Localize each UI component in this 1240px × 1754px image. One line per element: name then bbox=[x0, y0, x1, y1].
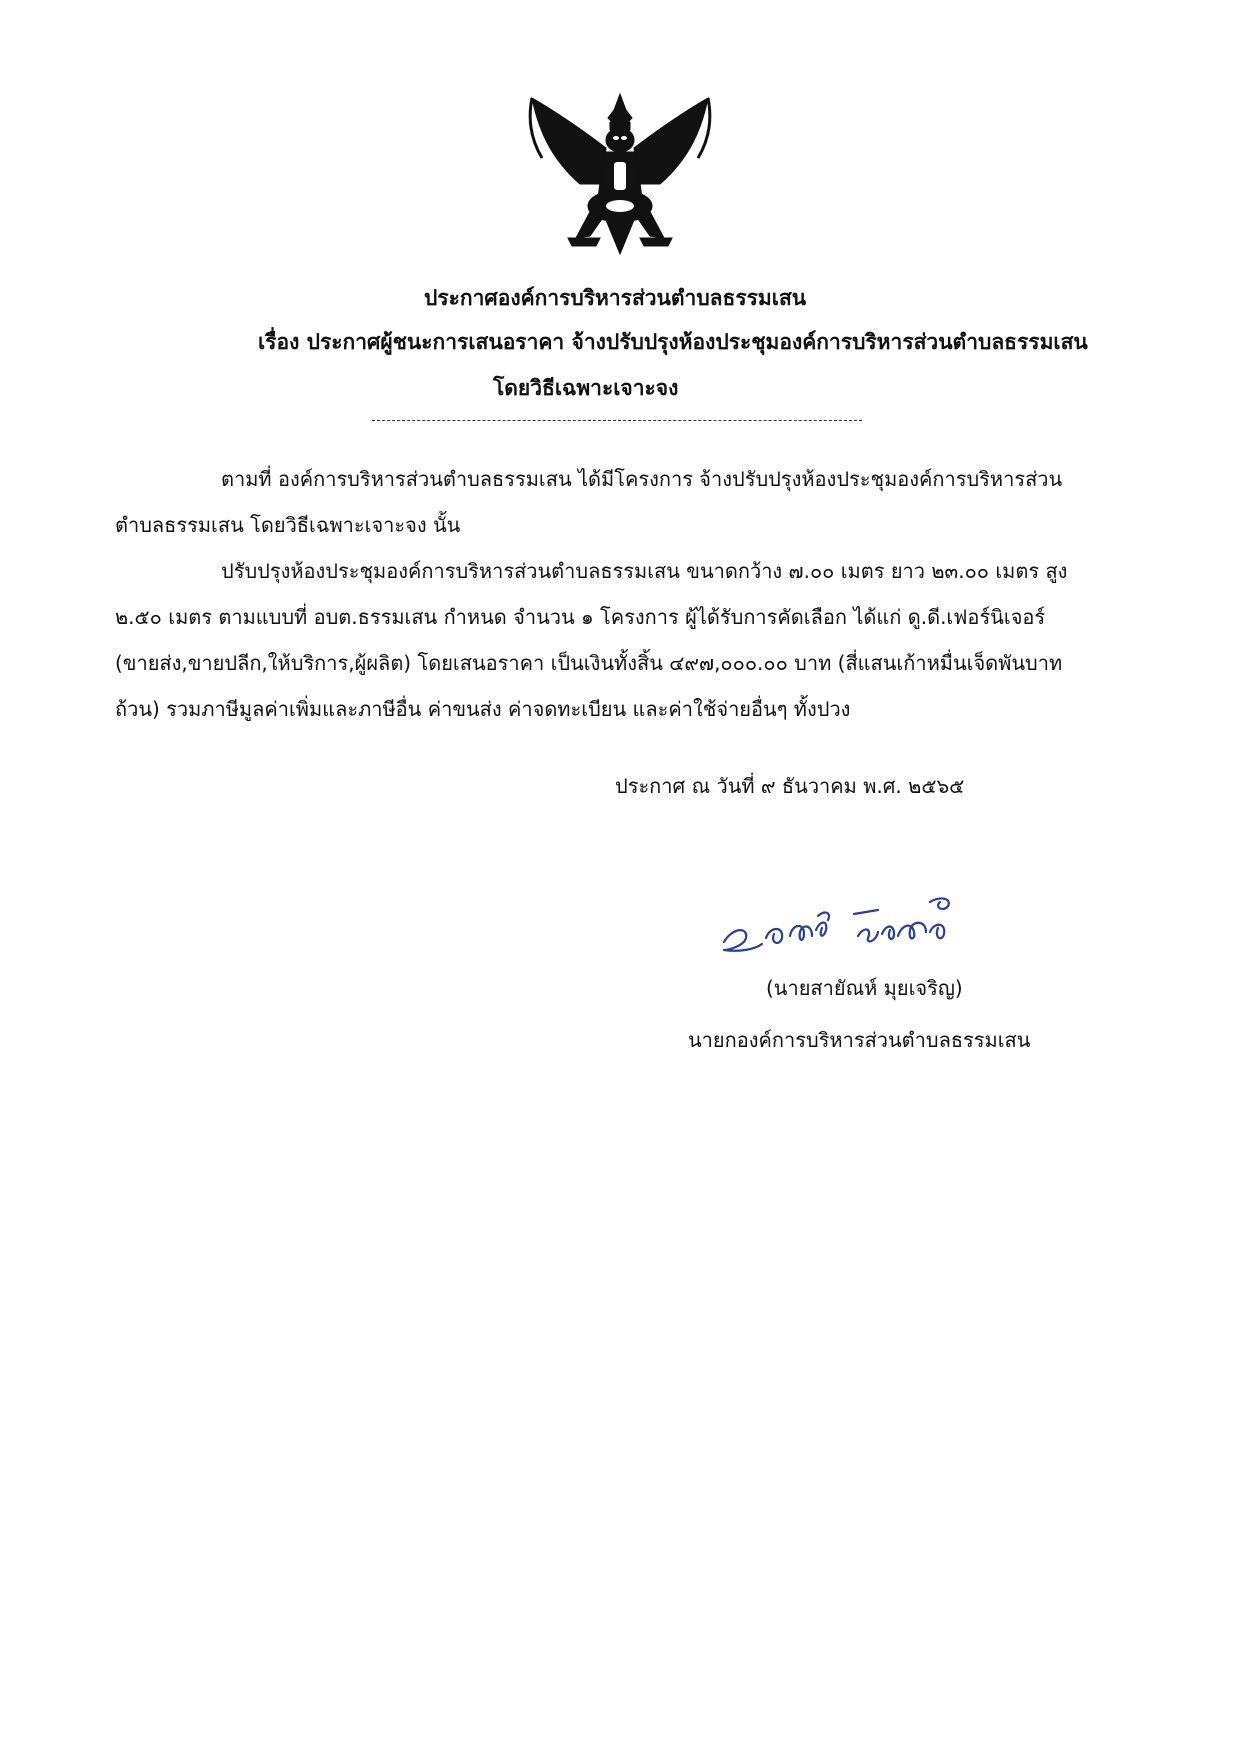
signer-title: นายกองค์การบริหารส่วนตำบลธรรมเสน bbox=[688, 1028, 1031, 1052]
paragraph-line: ปรับปรุงห้องประชุมองค์การบริหารส่วนตำบลธรรมเสน ขนาดกว้าง ๗.๐๐ เมตร ยาว ๒๓.๐๐ เมตร สูง bbox=[221, 559, 1068, 583]
announcement-date: ประกาศ ณ วันที่ ๙ ธันวาคม พ.ศ. ๒๕๖๕ bbox=[615, 774, 965, 798]
signer-name: (นายสายัณห์ มุยเจริญ) bbox=[766, 976, 963, 1000]
paragraph-intro bbox=[115, 456, 1105, 548]
header-divider bbox=[372, 420, 862, 421]
announcement-subject: เรื่อง ประกาศผู้ชนะการเสนอราคา จ้างปรับปรุงห้องประชุมองค์การบริหารส่วนตำบลธรรมเสน bbox=[258, 330, 1088, 354]
paragraph-award bbox=[115, 548, 1105, 732]
handwritten-signature bbox=[718, 880, 988, 970]
paragraph-line: (ขายส่ง,ขายปลีก,ให้บริการ,ผู้ผลิต) โดยเสนอราคา เป็นเงินทั้งสิ้น ๔๙๗,๐๐๐.๐๐ บาท (สี่แสนเก้าหมื่นเจ็ดพันบาท bbox=[115, 651, 1063, 675]
announcement-title: ประกาศองค์การบริหารส่วนตำบลธรรมเสน bbox=[424, 286, 807, 310]
paragraph-line: ตำบลธรรมเสน โดยวิธีเฉพาะเจาะจง นั้น bbox=[115, 513, 461, 537]
paragraph-line: ตามที่ องค์การบริหารส่วนตำบลธรรมเสน ได้มีโครงการ จ้างปรับปรุงห้องประชุมองค์การบริหารส่วน bbox=[221, 467, 1063, 491]
garuda-emblem-icon bbox=[520, 88, 720, 258]
paragraph-line: ถ้วน) รวมภาษีมูลค่าเพิ่มและภาษีอื่น ค่าขนส่ง ค่าจดทะเบียน และค่าใช้จ่ายอื่นๆ ทั้งปวง bbox=[115, 697, 851, 721]
paragraph-line: ๒.๕๐ เมตร ตามแบบที่ อบต.ธรรมเสน กำหนด จำนวน ๑ โครงการ ผู้ได้รับการคัดเลือก ได้แก่ ดู.ดี.เฟอร์นิเจอร์ bbox=[115, 605, 1046, 629]
announcement-method: โดยวิธีเฉพาะเจาะจง bbox=[493, 376, 679, 400]
